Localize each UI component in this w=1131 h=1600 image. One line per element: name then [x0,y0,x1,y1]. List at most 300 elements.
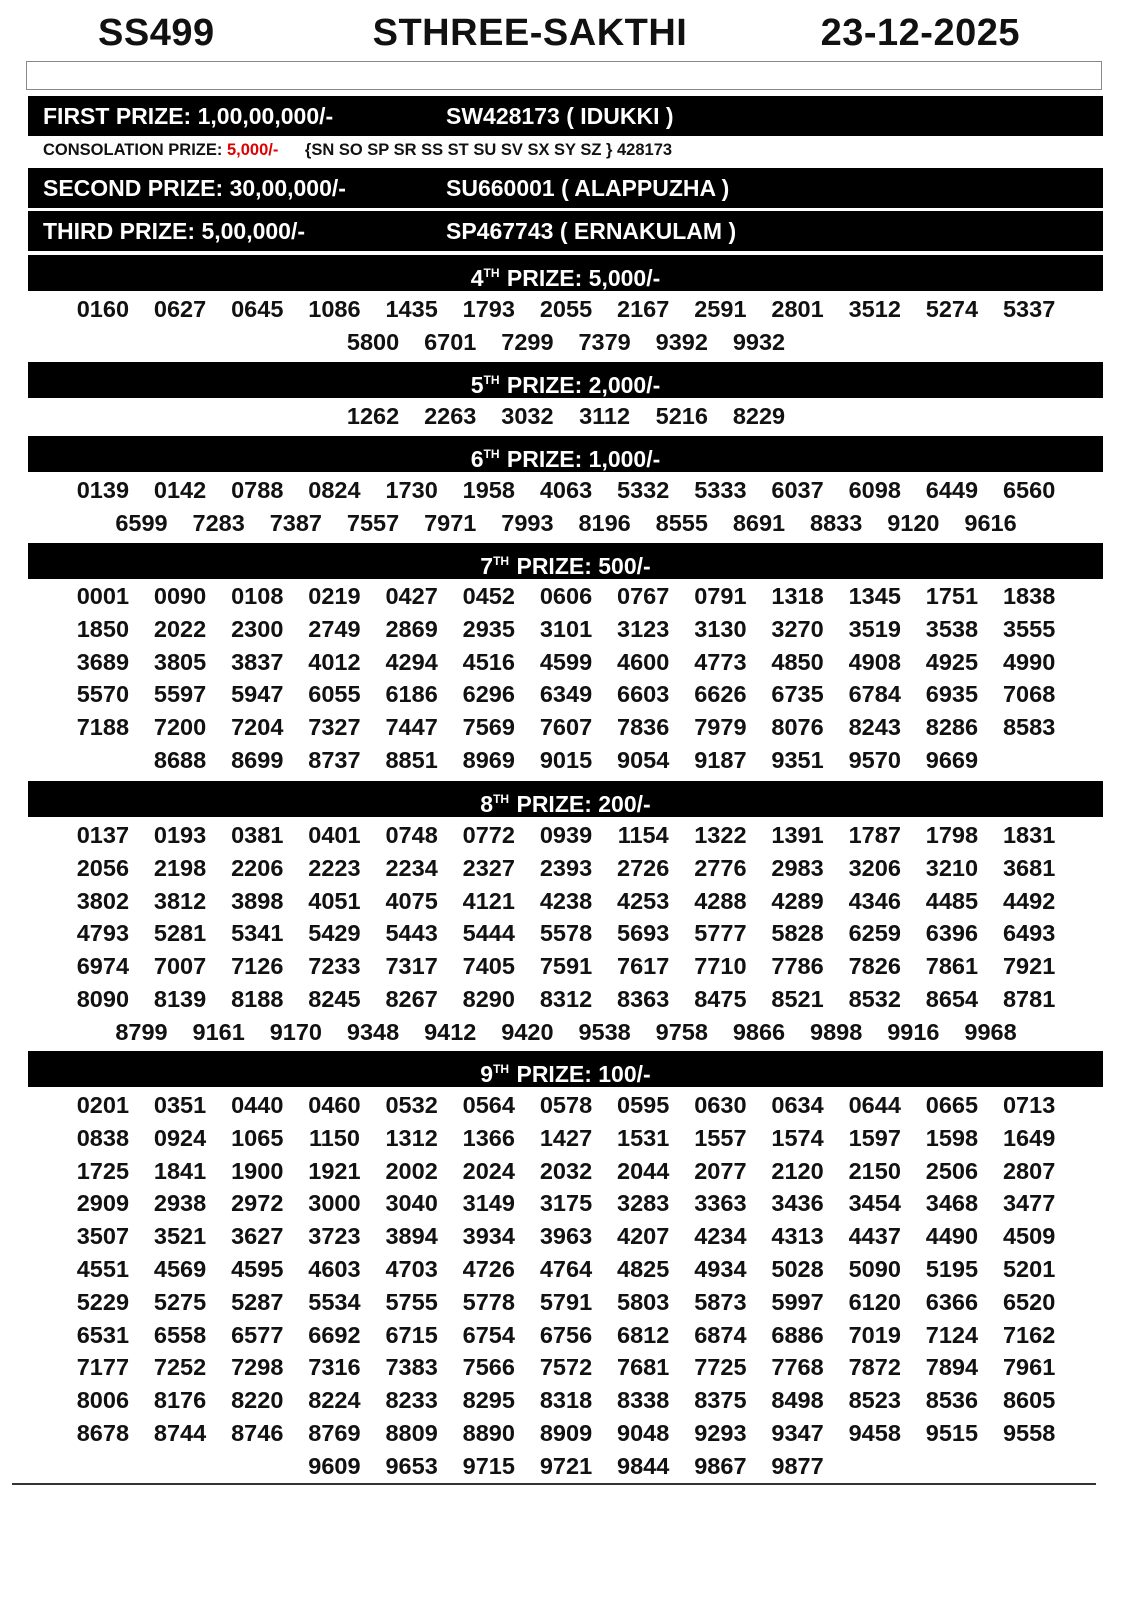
winning-number: 7188 [76,714,130,741]
winning-number: 8769 [308,1419,361,1446]
ninth-prize-numbers [52,1089,1080,1483]
winning-number: 6692 [308,1321,361,1348]
winning-number: 3837 [231,648,284,675]
second-prize-winner: SU660001 ( ALAPPUZHA ) [446,175,730,201]
winning-number: 7200 [153,714,207,741]
winning-number: 2909 [76,1190,130,1217]
winning-number: 0713 [1002,1092,1056,1118]
winning-number: 7979 [694,714,747,741]
winning-number: 9570 [848,746,901,773]
first-prize-label: FIRST PRIZE: 1,00,00,000/- [43,103,334,129]
winning-number: 0634 [771,1092,824,1118]
winning-number: 8688 [153,746,207,773]
winning-number: 4288 [694,887,747,914]
winning-number: 6754 [462,1321,515,1348]
winning-number: 8245 [308,985,361,1012]
winning-number: 3000 [308,1190,361,1217]
winning-number: 4509 [1002,1223,1056,1250]
winning-number: 1150 [308,1124,360,1151]
winning-number: 6493 [1002,920,1056,947]
winning-number: 3123 [617,615,670,642]
winning-number: 7872 [848,1354,901,1381]
winning-number: 2206 [231,854,284,881]
winning-number: 4825 [617,1255,670,1282]
winning-number: 1798 [925,822,979,848]
winning-number: 8654 [925,985,979,1012]
winning-number: 6603 [617,681,670,708]
winning-number: 7921 [1002,953,1056,980]
winning-number: 9348 [346,1018,400,1045]
winning-number: 7124 [925,1321,979,1348]
winning-number: 4294 [385,648,438,675]
winning-number: 5337 [1002,296,1056,322]
winning-number: 9412 [424,1018,477,1045]
winning-number: 7861 [925,953,979,980]
number-row [52,1089,1080,1122]
winning-number: 8224 [308,1387,361,1414]
winning-number: 0139 [76,477,130,503]
winning-number: 2749 [308,615,361,642]
winning-number: 1574 [771,1124,824,1151]
winning-number: 9877 [771,1452,824,1479]
third-prize-bar [28,211,1103,251]
winning-number: 9653 [385,1452,438,1479]
winning-number: 1900 [231,1157,284,1184]
prize-rank-suffix: TH [483,447,500,461]
winning-number: 0137 [76,822,130,848]
winning-number: 6520 [1002,1288,1056,1315]
winning-number: 1838 [1002,583,1056,609]
winning-number: 4051 [308,887,361,914]
winning-number: 8196 [578,509,631,536]
number-row [52,400,1080,433]
winning-number: 0838 [76,1124,130,1151]
winning-number: 6784 [848,681,901,708]
prize-amount-label: PRIZE: 200/- [516,791,651,817]
draw-code: SS499 [98,12,215,54]
winning-number: 4313 [771,1223,824,1250]
winning-number: 4773 [694,648,747,675]
winning-number: 8363 [617,985,670,1012]
winning-number: 0772 [462,822,515,848]
winning-number: 4595 [231,1255,284,1282]
winning-number: 2055 [539,296,593,322]
number-row [52,1286,1080,1319]
number-row [52,507,1080,540]
winning-number: 8523 [848,1387,901,1414]
winning-number: 8781 [1002,985,1056,1012]
prize-rank: 8 [480,791,494,817]
seventh-prize-numbers [52,580,1080,777]
winning-number: 7387 [269,509,322,536]
winning-number: 1841 [153,1157,207,1184]
winning-number: 3112 [579,403,631,429]
winning-number: 0606 [539,583,593,609]
winning-number: 7379 [578,328,631,355]
winning-number: 5287 [231,1288,284,1315]
winning-number: 5090 [848,1255,901,1282]
winning-number: 2972 [231,1190,284,1217]
winning-number: 8176 [153,1387,207,1414]
winning-number: 1366 [462,1124,515,1151]
winning-number: 5341 [231,920,284,947]
winning-number: 8475 [694,985,747,1012]
winning-number: 9721 [539,1452,593,1479]
winning-number: 8139 [153,985,207,1012]
number-row [52,852,1080,885]
winning-number: 2024 [462,1157,515,1184]
winning-number: 6577 [231,1321,284,1348]
winning-number: 6098 [848,477,901,503]
winning-number: 5693 [617,920,670,947]
winning-number: 9048 [617,1419,670,1446]
winning-number: 6259 [848,920,901,947]
winning-number: 3805 [153,648,207,675]
winning-number: 2167 [617,296,670,322]
winning-number: 5570 [76,681,130,708]
consolation-amount: 5,000/- [226,141,279,159]
winning-number: 3627 [231,1223,284,1250]
winning-number: 1793 [462,296,515,322]
winning-number: 5777 [694,920,747,947]
winning-number: 2983 [771,854,824,881]
winning-number: 1427 [539,1124,593,1151]
winning-number: 6396 [925,920,979,947]
winning-number: 3681 [1002,854,1056,881]
number-row [52,1187,1080,1220]
prize-rank-suffix: TH [493,554,510,568]
prize-amount-label: PRIZE: 5,000/- [506,265,661,291]
winning-number: 4934 [694,1255,747,1282]
winning-number: 2032 [539,1157,593,1184]
winning-number: 3689 [76,648,130,675]
prize-rank-suffix: TH [493,792,510,806]
winning-number: 3507 [76,1223,130,1250]
winning-number: 5274 [925,296,979,322]
number-row [52,678,1080,711]
winning-number: 4726 [462,1255,515,1282]
winning-number: 4793 [76,920,130,947]
winning-number: 0595 [617,1092,670,1118]
winning-number: 4850 [771,648,824,675]
winning-number: 0427 [385,583,438,609]
winning-number: 4492 [1002,887,1056,914]
winning-number: 5229 [76,1288,130,1315]
winning-number: 2393 [539,854,593,881]
winning-number: 5444 [462,920,515,947]
winning-number: 3538 [925,615,979,642]
winning-number: 8233 [385,1387,438,1414]
winning-number: 8851 [385,746,438,773]
winning-number: 5578 [539,920,593,947]
winning-number: 3454 [848,1190,901,1217]
fifth-prize-heading [28,362,1103,398]
winning-number: 4599 [539,648,593,675]
winning-number: 3555 [1002,615,1056,642]
winning-number: 0824 [308,477,361,503]
winning-number: 4703 [385,1255,438,1282]
sixth-prize-numbers [52,474,1080,540]
winning-number: 2935 [462,615,515,642]
prize-rank: 6 [470,446,484,472]
winning-number: 2726 [617,854,670,881]
winning-number: 7710 [694,953,747,980]
winning-number: 2506 [925,1157,979,1184]
winning-number: 3521 [153,1223,207,1250]
winning-number: 7204 [231,714,284,741]
winning-number: 6812 [617,1321,670,1348]
winning-number: 9515 [925,1419,979,1446]
winning-number: 5778 [462,1288,515,1315]
lottery-name: STHREE-SAKTHI [372,12,688,54]
winning-number: 0627 [153,296,207,322]
winning-number: 0108 [231,583,284,609]
sixth-prize-heading [28,436,1103,472]
winning-number: 7725 [694,1354,747,1381]
winning-number: 0440 [231,1092,284,1118]
winning-number: 4207 [617,1223,670,1250]
winning-number: 9609 [308,1452,361,1479]
number-row [52,580,1080,613]
second-prize-label: SECOND PRIZE: 30,00,000/- [43,175,346,201]
result-header [0,12,1131,62]
winning-number: 9932 [732,328,786,355]
winning-number: 2120 [771,1157,824,1184]
winning-number: 2234 [385,854,438,881]
winning-number: 2022 [153,615,207,642]
consolation-series: {SN SO SP SR SS ST SU SV SX SY SZ } 428173 [304,141,673,159]
winning-number: 4234 [694,1223,747,1250]
winning-number: 8678 [76,1419,130,1446]
winning-number: 4253 [617,887,670,914]
prize-rank: 4 [470,265,484,291]
winning-number: 5597 [153,681,207,708]
winning-number: 9538 [578,1018,631,1045]
winning-number: 9187 [694,746,747,773]
first-prize-winner: SW428173 ( IDUKKI ) [446,103,674,129]
winning-number: 0219 [308,583,361,609]
winning-number: 7019 [848,1321,901,1348]
prize-amount-label: PRIZE: 2,000/- [506,372,661,398]
winning-number: 8969 [462,746,515,773]
winning-number: 5947 [231,681,284,708]
winning-number: 3270 [771,615,824,642]
winning-number: 8532 [848,985,901,1012]
winning-number: 7993 [501,509,554,536]
winning-number: 8090 [76,985,130,1012]
winning-number: 6296 [462,681,515,708]
winning-number: 8699 [231,746,284,773]
winning-number: 9293 [694,1419,747,1446]
winning-number: 6756 [539,1321,593,1348]
third-prize-label: THIRD PRIZE: 5,00,000/- [43,218,306,244]
winning-number: 4346 [848,887,901,914]
winning-number: 5275 [153,1288,207,1315]
ninth-prize-heading [28,1051,1103,1087]
prize-amount-label: PRIZE: 100/- [516,1061,651,1087]
winning-number: 1730 [385,477,438,503]
winning-number: 1154 [617,822,669,848]
winning-number: 5028 [771,1255,824,1282]
winning-number: 1557 [694,1124,747,1151]
winning-number: 6531 [76,1321,130,1348]
winning-number: 1725 [76,1157,130,1184]
winning-number: 9015 [539,746,593,773]
winning-number: 0351 [153,1092,207,1118]
winning-number: 7317 [385,953,438,980]
winning-number: 5201 [1002,1255,1056,1282]
winning-number: 0644 [848,1092,901,1118]
winning-number: 5333 [694,477,747,503]
winning-number: 9054 [617,746,670,773]
winning-number: 9844 [617,1452,670,1479]
winning-number: 6701 [424,328,477,355]
second-prize-bar [28,168,1103,208]
winning-number: 2327 [462,854,515,881]
winning-number: 0532 [385,1092,438,1118]
winning-number: 9616 [964,509,1017,536]
winning-number: 5873 [694,1288,747,1315]
winning-number: 7617 [617,953,670,980]
winning-number: 8338 [617,1387,670,1414]
winning-number: 9420 [501,1018,554,1045]
winning-number: 5534 [308,1288,361,1315]
winning-number: 3468 [925,1190,979,1217]
winning-number: 7786 [771,953,824,980]
winning-number: 5800 [346,328,400,355]
winning-number: 5828 [771,920,824,947]
number-row [52,1319,1080,1352]
winning-number: 8737 [308,746,361,773]
winning-number: 8746 [231,1419,284,1446]
winning-number: 1787 [848,822,901,848]
winning-number: 4289 [771,887,824,914]
winning-number: 7447 [385,714,438,741]
number-row [52,1450,1080,1483]
number-row [52,983,1080,1016]
winning-number: 1921 [308,1157,361,1184]
eighth-prize-heading [28,781,1103,817]
winning-number: 2150 [848,1157,901,1184]
number-row [52,1384,1080,1417]
number-row [52,326,1080,359]
winning-number: 3512 [848,296,901,322]
winning-number: 4569 [153,1255,207,1282]
winning-number: 7572 [539,1354,593,1381]
number-row [52,1016,1080,1049]
draw-date: 23-12-2025 [820,12,1020,54]
winning-number: 3963 [539,1223,593,1250]
winning-number: 4603 [308,1255,361,1282]
winning-number: 1391 [771,822,824,848]
number-row [52,711,1080,744]
blank-banner-box [26,61,1102,90]
winning-number: 6120 [848,1288,901,1315]
number-row [52,1122,1080,1155]
winning-number: 8583 [1002,714,1056,741]
prize-rank: 9 [480,1061,494,1087]
number-row [52,1220,1080,1253]
winning-number: 3898 [231,887,284,914]
consolation-prize-line [43,141,672,160]
winning-number: 2044 [617,1157,670,1184]
winning-number: 7961 [1002,1354,1056,1381]
winning-number: 0201 [76,1092,130,1118]
winning-number: 0401 [308,822,361,848]
winning-number: 5997 [771,1288,824,1315]
winning-number: 1531 [617,1124,670,1151]
winning-number: 4121 [462,887,515,914]
winning-number: 7177 [76,1354,130,1381]
winning-number: 9916 [887,1018,940,1045]
winning-number: 7894 [925,1354,979,1381]
winning-number: 0665 [925,1092,979,1118]
number-row [52,1253,1080,1286]
number-row [52,1155,1080,1188]
winning-number: 4012 [308,648,361,675]
winning-number: 0460 [308,1092,361,1118]
prize-rank-suffix: TH [483,266,500,280]
winning-number: 8833 [810,509,863,536]
winning-number: 1649 [1002,1124,1056,1151]
winning-number: 7405 [462,953,515,980]
winning-number: 8243 [848,714,901,741]
winning-number: 7162 [1002,1321,1056,1348]
winning-number: 0924 [153,1124,207,1151]
winning-number: 6626 [694,681,747,708]
winning-number: 7826 [848,953,901,980]
winning-number: 0193 [153,822,207,848]
winning-number: 3040 [385,1190,438,1217]
number-row [52,293,1080,326]
winning-number: 0381 [231,822,284,848]
winning-number: 5195 [925,1255,979,1282]
winning-number: 5216 [655,403,708,429]
winning-number: 0645 [231,296,284,322]
winning-number: 6735 [771,681,824,708]
winning-number: 2263 [424,403,477,429]
winning-number: 9715 [462,1452,515,1479]
winning-number: 6874 [694,1321,747,1348]
winning-number: 3149 [462,1190,515,1217]
winning-number: 4437 [848,1223,901,1250]
winning-number: 1086 [308,296,361,322]
winning-number: 9867 [694,1452,747,1479]
eighth-prize-numbers [52,819,1080,1049]
winning-number: 7299 [501,328,554,355]
winning-number: 3363 [694,1190,747,1217]
number-row [52,474,1080,507]
winning-number: 4516 [462,648,515,675]
winning-number: 4908 [848,648,901,675]
winning-number: 6366 [925,1288,979,1315]
winning-number: 8286 [925,714,979,741]
winning-number: 0748 [385,822,438,848]
winning-number: 7383 [385,1354,438,1381]
number-row [52,950,1080,983]
number-row [52,885,1080,918]
winning-number: 8799 [115,1018,168,1045]
winning-number: 8890 [462,1419,515,1446]
winning-number: 2198 [153,854,207,881]
winning-number: 9161 [192,1018,245,1045]
winning-number: 3802 [76,887,130,914]
third-prize-winner: SP467743 ( ERNAKULAM ) [446,218,737,244]
winning-number: 3894 [385,1223,438,1250]
winning-number: 4063 [539,477,593,503]
winning-number: 6886 [771,1321,824,1348]
winning-number: 3519 [848,615,901,642]
